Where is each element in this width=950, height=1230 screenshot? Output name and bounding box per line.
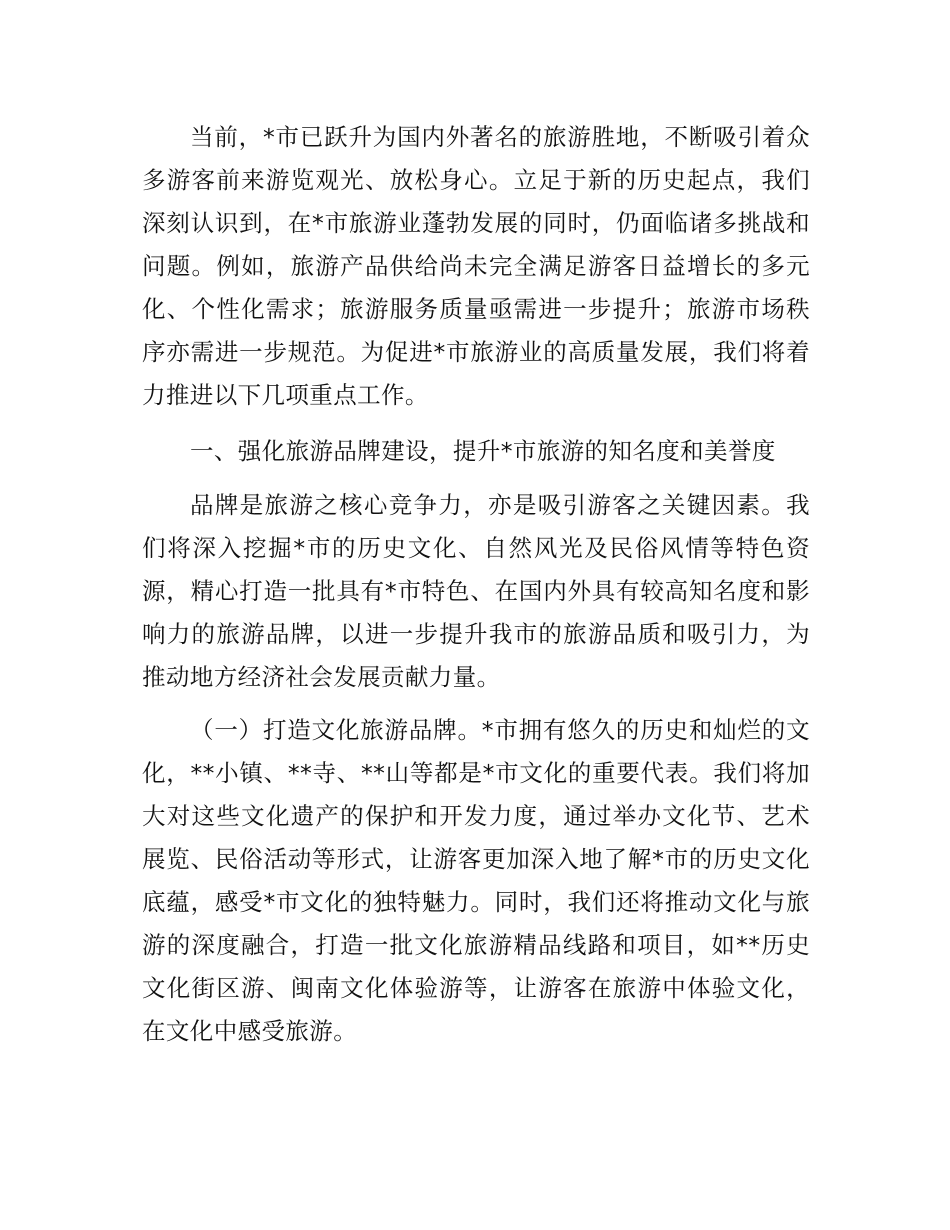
section-heading-block	[142, 430, 810, 473]
culture-tourism-paragraph: （一）打造文化旅游品牌。*市拥有悠久的历史和灿烂的文化，**小镇、**寺、**山等都是*市文化的重要代表。我们将加大对这些文化遗产的保护和开发力度，通过举办文化节、艺术展览、民俗活动等形式，让游客更加深入地了解*市的历史文化底蕴，感受*市文化的独特魅力。同时，我们还将推动文化与旅游的深度融合，打造一批文化旅游精品线路和项目，如**历史文化街区游、闽南文化体验游等，让游客在旅游中体验文化，在文化中感受旅游。	[142, 716, 810, 1045]
intro-paragraph: 当前，*市已跃升为国内外著名的旅游胜地，不断吸引着众多游客前来游览观光、放松身心。立足于新的历史起点，我们深刻认识到，在*市旅游业蓬勃发展的同时，仍面临诸多挑战和问题。例如，旅游产品供给尚未完全满足游客日益增长的多元化、个性化需求；旅游服务质量亟需进一步提升；旅游市场秩序亦需进一步规范。为促进*市旅游业的高质量发展，我们将着力推进以下几项重点工作。	[142, 123, 810, 409]
culture-paragraph-block	[142, 709, 810, 1053]
brand-paragraph-block	[142, 484, 810, 699]
brand-paragraph: 品牌是旅游之核心竞争力，亦是吸引游客之关键因素。我们将深入挖掘*市的历史文化、自然风光及民俗风情等特色资源，精心打造一批具有*市特色、在国内外具有较高知名度和影响力的旅游品牌，以进一步提升我市的旅游品质和吸引力，为推动地方经济社会发展贡献力量。	[142, 491, 810, 691]
intro-paragraph-block	[142, 116, 810, 417]
section-heading-1: 一、强化旅游品牌建设，提升*市旅游的知名度和美誉度	[190, 437, 776, 465]
